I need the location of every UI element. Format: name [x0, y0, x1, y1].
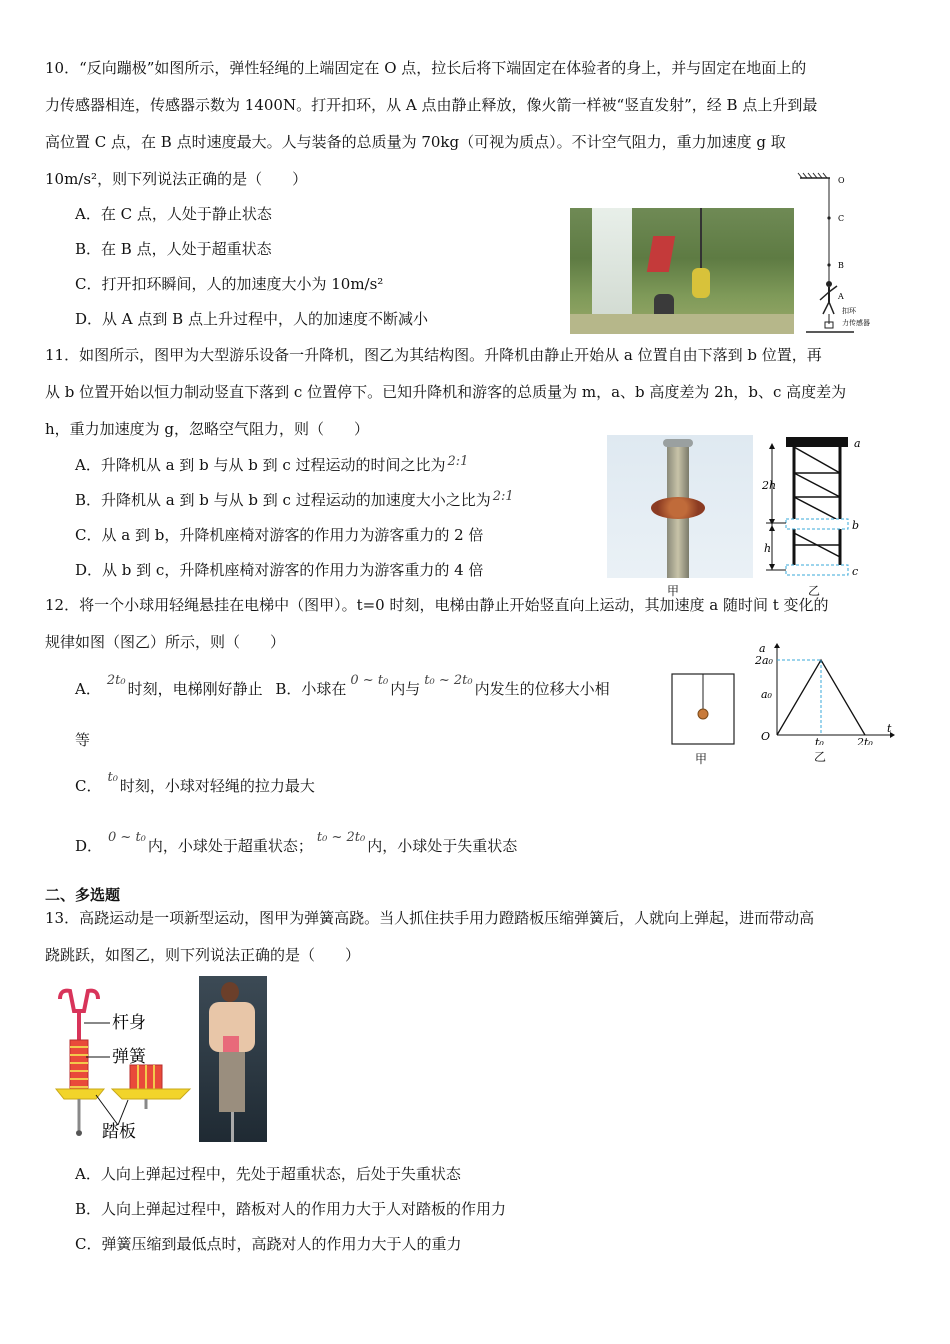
- label-b-pos: b: [852, 519, 860, 532]
- section-heading: 二、多选题: [45, 886, 121, 904]
- q12-option-c-text: 时刻，小球对轻绳的拉力最大: [119, 777, 315, 795]
- q12-option-b-mid: 内与: [390, 680, 421, 698]
- elevator-diagram: [670, 672, 736, 762]
- label-rod: 杆身: [112, 1013, 146, 1033]
- pogo-rod: [231, 1112, 234, 1142]
- q12-option-a-label: A．: [75, 680, 101, 698]
- label-2h: 2h: [762, 479, 777, 492]
- q13-option-b: B．人向上弹起过程中，踏板对人的作用力大于人对踏板的作用力: [75, 1200, 507, 1218]
- tick-t0: t₀: [815, 736, 824, 745]
- q12-option-c-math: t₀: [107, 770, 118, 785]
- label-pedal: 踏板: [102, 1122, 136, 1142]
- q12-option-d: [75, 830, 518, 858]
- q11-option-a: [75, 454, 469, 477]
- q12-option-b-label: B．小球在: [275, 680, 347, 698]
- q12-option-b-math1: 0 ~ t₀: [350, 673, 389, 688]
- label-a: A: [838, 292, 844, 301]
- q12-option-c: [75, 770, 315, 798]
- q11-line-2: 从 b 位置开始以恒力制动竖直下落到 c 位置停下。已知升降机和游客的总质量为 m，a、b 高度差为 2h，b、c 高度差为: [45, 383, 847, 401]
- ground: [570, 314, 794, 334]
- q12-option-a: [75, 673, 610, 701]
- label-b: B: [838, 261, 844, 270]
- q12-line-2: 规律如图（图乙）所示，则（ ）: [45, 633, 286, 651]
- label-c: C: [838, 214, 845, 223]
- q12-line-1: 12．将一个小球用轻绳悬挂在电梯中（图甲）。t=0 时刻，电梯由静止开始竖直向上运动，其加速度 a 随时间 t 变化的: [45, 596, 829, 614]
- q10-option-b: B．在 B 点，人处于超重状态: [75, 240, 272, 258]
- banner-logo: [647, 236, 675, 272]
- q11-option-b: [75, 490, 512, 512]
- q13-line-2: 跷跳跃，如图乙，则下列说法正确的是（ ）: [45, 946, 361, 964]
- q12-yi-label: 乙: [814, 750, 827, 764]
- q12-option-d-mid: 内，小球处于超重状态；: [147, 837, 313, 855]
- q11-yi-label: 乙: [808, 584, 821, 598]
- pogo-stick-diagram: [52, 985, 192, 1145]
- q12-option-b-tail: 内发生的位移大小相: [474, 680, 610, 698]
- label-o: O: [838, 176, 845, 185]
- ride-ring: [651, 497, 705, 519]
- q11-option-b-ratio: 2:1: [492, 489, 514, 504]
- person-head: [221, 982, 239, 1002]
- label-h: h: [764, 542, 772, 555]
- q12-option-a-text: 时刻，电梯刚好静止: [127, 680, 263, 698]
- q12-option-c-label: C．: [75, 777, 102, 795]
- q12-option-a-math: 2t₀: [106, 673, 126, 688]
- q12-option-d-math1: 0 ~ t₀: [108, 830, 146, 845]
- q10-line-2: 力传感器相连，传感器示数为 1400N。打开扣环，从 A 点由静止释放，像火箭一样被“竖直发射”，经 B 点上升到最: [45, 96, 818, 114]
- q10-option-a: A．在 C 点，人处于静止状态: [75, 205, 272, 223]
- q10-option-c: C．打开扣环瞬间，人的加速度大小为 10m/s²: [75, 275, 384, 293]
- q12-option-b-wrap: 等: [75, 731, 91, 749]
- q11-option-c: C．从 a 到 b，升降机座椅对游客的作用力为游客重力的 2 倍: [75, 526, 484, 544]
- person-legs: [219, 1052, 245, 1112]
- q11-option-b-text: B．升降机从 a 到 b 与从 b 到 c 过程运动的加速度大小之比为: [75, 491, 491, 509]
- drop-tower-photo: [607, 435, 753, 578]
- tower-top: [663, 439, 693, 447]
- q10-option-d: D．从 A 点到 B 点上升过程中，人的加速度不断减小: [75, 310, 428, 328]
- q12-option-d-math2: t₀ ~ 2t₀: [316, 830, 366, 845]
- tick-2a0: 2a₀: [755, 654, 773, 667]
- q11-line-3: h，重力加速度为 g，忽略空气阻力，则（ ）: [45, 420, 370, 438]
- q11-jia-label: 甲: [667, 584, 680, 598]
- q13-option-c: C．弹簧压缩到最低点时，高跷对人的作用力大于人的重力: [75, 1235, 462, 1253]
- tick-2t0: 2t₀: [857, 736, 873, 745]
- q11-line-1: 11．如图所示，图甲为大型游乐设备一升降机，图乙为其结构图。升降机由静止开始从 a 位置自由下落到 b 位置，再: [45, 346, 822, 364]
- q10-line-3: 高位置 C 点，在 B 点时速度最大。人与装备的总质量为 70kg（可视为质点）。不计空气阻力，重力加速度 g 取: [45, 133, 786, 151]
- bungee-photo: [570, 208, 794, 334]
- q13-line-1: 13．高跷运动是一项新型运动，图甲为弹簧高跷。当人抓住扶手用力蹬踏板压缩弹簧后，人就向上弹起，进而带动高: [45, 909, 815, 927]
- q12-option-b-math2: t₀ ~ 2t₀: [424, 673, 473, 688]
- jumper-figure: [692, 268, 710, 298]
- label-a-pos: a: [854, 437, 861, 450]
- q11-option-a-ratio: 2:1: [447, 454, 469, 469]
- origin-o: O: [761, 730, 771, 743]
- label-buckle: 扣环: [842, 307, 856, 315]
- q13-option-a: A．人向上弹起过程中，先处于超重状态，后处于失重状态: [75, 1165, 461, 1183]
- label-spring: 弹簧: [112, 1047, 146, 1067]
- q10-line-1: 10．“反向蹦极”如图所示，弹性轻绳的上端固定在 O 点，拉长后将下端固定在体验者的身上，并与固定在地面上的: [45, 59, 807, 77]
- bungee-diagram: [796, 172, 886, 334]
- axis-t: t: [887, 722, 892, 735]
- q12-jia-label: 甲: [695, 752, 708, 766]
- q12-option-d-tail: 内，小球处于失重状态: [367, 837, 518, 855]
- label-sensor: 力传感器: [842, 319, 870, 327]
- pogo-photo: [199, 976, 267, 1142]
- q11-option-a-text: A．升降机从 a 到 b 与从 b 到 c 过程运动的时间之比为: [75, 456, 446, 474]
- q10-line-4: 10m/s²，则下列说法正确的是（ ）: [45, 170, 308, 188]
- axis-a: a: [759, 642, 766, 655]
- q11-option-d: D．从 b 到 c，升降机座椅对游客的作用力为游客重力的 4 倍: [75, 561, 484, 579]
- tick-a0: a₀: [761, 688, 772, 701]
- q12-option-d-label: D．: [75, 837, 103, 855]
- acceleration-graph: [755, 640, 895, 745]
- label-c-pos: c: [852, 565, 859, 578]
- drop-tower-diagram: [760, 435, 870, 580]
